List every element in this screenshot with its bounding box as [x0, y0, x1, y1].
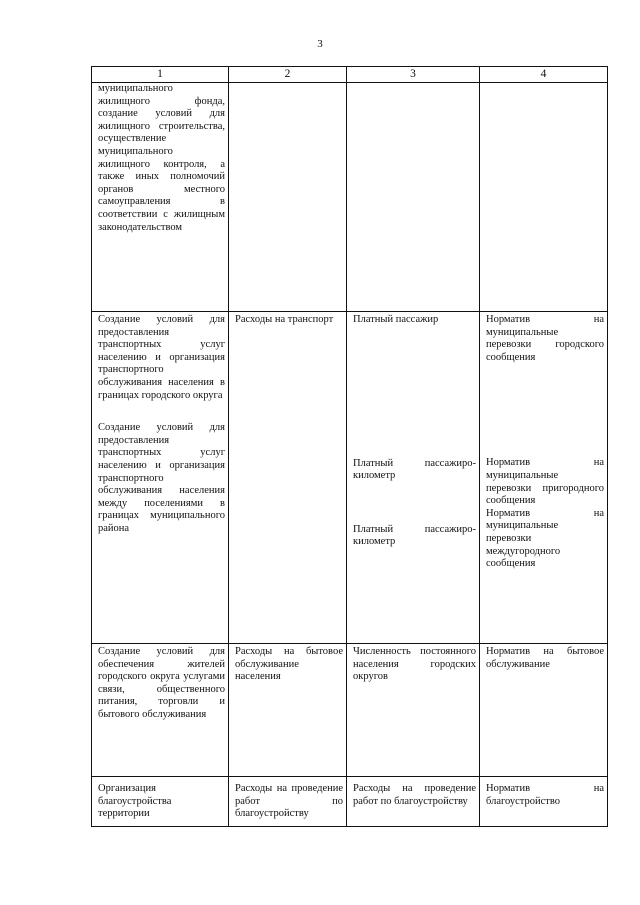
expense-text: Расходы на проведение работ по благоустройству	[235, 783, 343, 820]
table-cell-authority	[92, 644, 229, 777]
indicator-text: Расходы на проведение работ по благоустройству	[353, 783, 476, 807]
table-cell-authority	[92, 777, 229, 827]
table-row	[92, 312, 608, 644]
norm-text: Норматив на муниципальные перевозки пригородного сообщения	[486, 457, 604, 507]
norm-text: Норматив на бытовое обслуживание	[486, 646, 604, 670]
table-cell-expense	[229, 312, 347, 644]
authority-text: Создание условий для обеспечения жителей городского округа услугами связи, общественного питания, торговли и бытового обслуживания	[98, 646, 225, 720]
authority-text: Создание условий для предоставления транспортных услуг населению и организация транспортного обслуживания населения между поселениями в границах муниципального района	[98, 422, 225, 534]
table-cell-norm	[480, 312, 608, 644]
norm-text: Норматив на благоустройство	[486, 783, 604, 807]
expense-text: Расходы на транспорт	[235, 314, 334, 325]
indicator-text: Численность постоянного населения городских округов	[353, 646, 476, 683]
table-cell-norm	[480, 83, 608, 312]
authority-text: Создание условий для предоставления транспортных услуг населению и организация транспортного обслуживания населения в границах городского округа	[98, 314, 225, 401]
table-cell-expense	[229, 83, 347, 312]
page-number: 3	[317, 38, 323, 50]
table-cell-norm	[480, 644, 608, 777]
table-row	[92, 777, 608, 827]
table-cell-authority	[92, 312, 229, 644]
table-cell-norm	[480, 777, 608, 827]
table-row	[92, 644, 608, 777]
table-cell-indicator	[347, 83, 480, 312]
authority-text: муниципального жилищного фонда, создание условий для жилищного строительства, осуществление муниципального жилищного контроля, а также иных полномочий органов местного самоуправления в соответствии с жилищным законодательством	[98, 83, 225, 233]
expense-text: Расходы на бытовое обслуживание населения	[235, 646, 343, 683]
table-cell-indicator	[347, 777, 480, 827]
authority-text: Организация благоустройства территории	[98, 783, 172, 820]
header-cell-4: 4	[480, 67, 608, 83]
header-cell-1: 1	[92, 67, 229, 83]
table-cell-indicator	[347, 644, 480, 777]
table-cell-authority	[92, 83, 229, 312]
budget-table	[91, 66, 608, 827]
norm-text: Норматив на муниципальные перевозки междугородного сообщения	[486, 507, 604, 570]
norm-text: Норматив на муниципальные перевозки городского сообщения	[486, 314, 604, 363]
table-cell-expense	[229, 777, 347, 827]
header-cell-3: 3	[347, 67, 480, 83]
table-cell-expense	[229, 644, 347, 777]
indicator-text: Платный пассажиро-километр	[353, 457, 476, 482]
header-row	[92, 67, 608, 83]
indicator-text: Платный пассажир	[353, 314, 439, 325]
indicator-text: Платный пассажиро-километр	[353, 523, 476, 548]
table-cell-indicator	[347, 312, 480, 644]
header-cell-2: 2	[229, 67, 347, 83]
table-row	[92, 83, 608, 312]
